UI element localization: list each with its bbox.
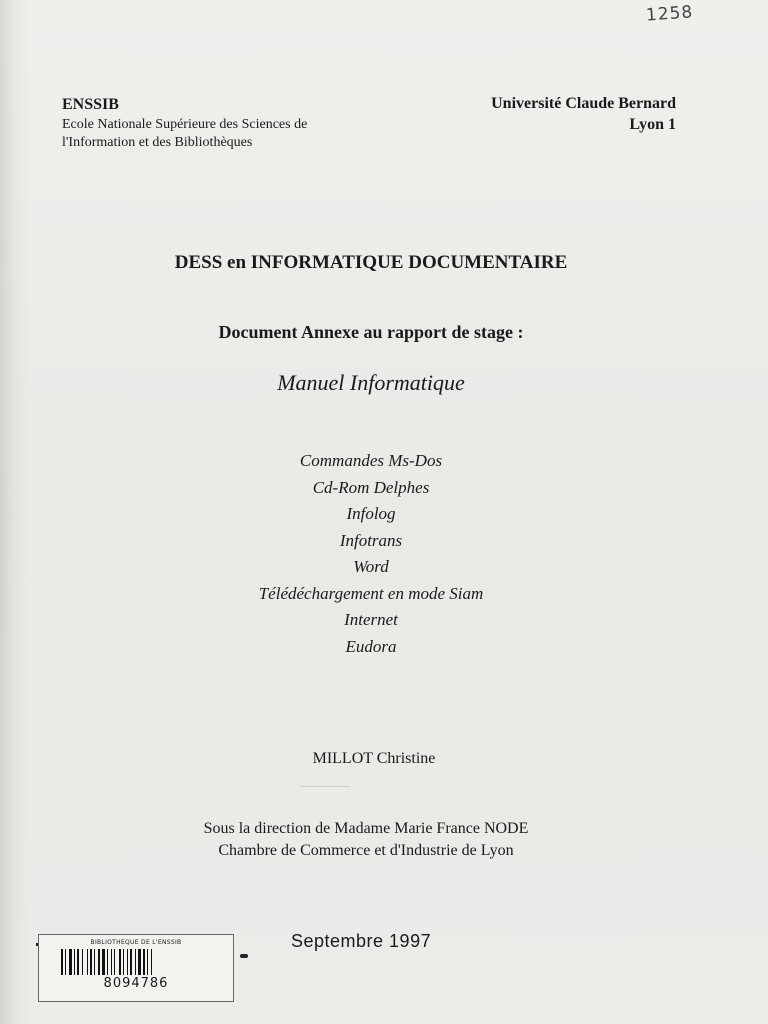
- topic-item: Word: [353, 557, 389, 576]
- topic-item: Commandes Ms-Dos: [299, 451, 443, 470]
- document-type: Document Annexe au rapport de stage :: [218, 322, 524, 342]
- barcode-bar: [61, 949, 63, 975]
- barcode-bar: [135, 949, 136, 975]
- institution-header-left: [62, 96, 307, 152]
- manual-title: Manuel Informatique: [277, 370, 465, 395]
- barcode-bar: [65, 949, 66, 975]
- author-name: MILLOT Christine: [312, 750, 436, 767]
- divider: [300, 786, 350, 787]
- barcode-bar: [151, 949, 152, 975]
- library-barcode-label: [38, 934, 234, 1002]
- topic-item: Infotrans: [339, 530, 403, 550]
- barcode-bar: [74, 949, 75, 975]
- barcode-bar: [130, 949, 132, 975]
- barcode-bar: [102, 949, 105, 975]
- document-date: Septembre 1997: [291, 931, 432, 951]
- barcode-bar: [119, 949, 121, 975]
- barcode-bar: [123, 949, 124, 975]
- topic-item: Internet: [344, 610, 398, 629]
- barcode-number: 8094786: [103, 976, 169, 991]
- topic-list: [0, 448, 742, 660]
- program-title: DESS en INFORMATIQUE DOCUMENTAIRE: [174, 252, 568, 273]
- barcode-bar: [111, 949, 112, 975]
- barcode-bar: [77, 949, 79, 975]
- topic-item: Télédéchargement en mode Siam: [258, 583, 484, 603]
- school-name-line-2: l'Information et des Bibliothèques: [62, 135, 253, 150]
- barcode-bar: [98, 949, 100, 975]
- barcode-bar: [90, 949, 92, 975]
- organization-line: Chambre de Commerce et d'Industrie de Lyon: [218, 842, 514, 859]
- barcode-bar: [107, 949, 108, 975]
- barcode-bar: [69, 949, 72, 975]
- barcode-bar: [82, 949, 83, 975]
- barcode-icon: [61, 949, 211, 975]
- school-name-line-1: Ecole Nationale Supérieure des Sciences de: [62, 117, 308, 132]
- topic-item: Cd-Rom Delphes: [312, 477, 430, 497]
- barcode-bar: [87, 949, 88, 975]
- library-name: BIBLIOTHEQUE DE L'ENSSIB: [90, 939, 182, 946]
- topic-item: Eudora: [345, 636, 397, 656]
- university-name: Université Claude Bernard: [491, 95, 676, 112]
- barcode-bar: [138, 949, 141, 975]
- university-city: Lyon 1: [629, 116, 676, 133]
- institution-acronym: ENSSIB: [62, 96, 119, 113]
- handwritten-catalog-number: 1258: [645, 2, 694, 26]
- barcode-bar: [94, 949, 95, 975]
- supervisor-line: Sous la direction de Madame Marie France NODE: [203, 820, 529, 837]
- topic-item: Infolog: [346, 504, 396, 523]
- barcode-bar: [147, 949, 148, 975]
- barcode-bar: [114, 949, 115, 975]
- barcode-bar: [127, 949, 128, 975]
- supervision-block: [0, 818, 732, 862]
- barcode-bar: [143, 949, 145, 975]
- institution-header-right: [491, 93, 676, 135]
- ink-mark: [240, 954, 248, 958]
